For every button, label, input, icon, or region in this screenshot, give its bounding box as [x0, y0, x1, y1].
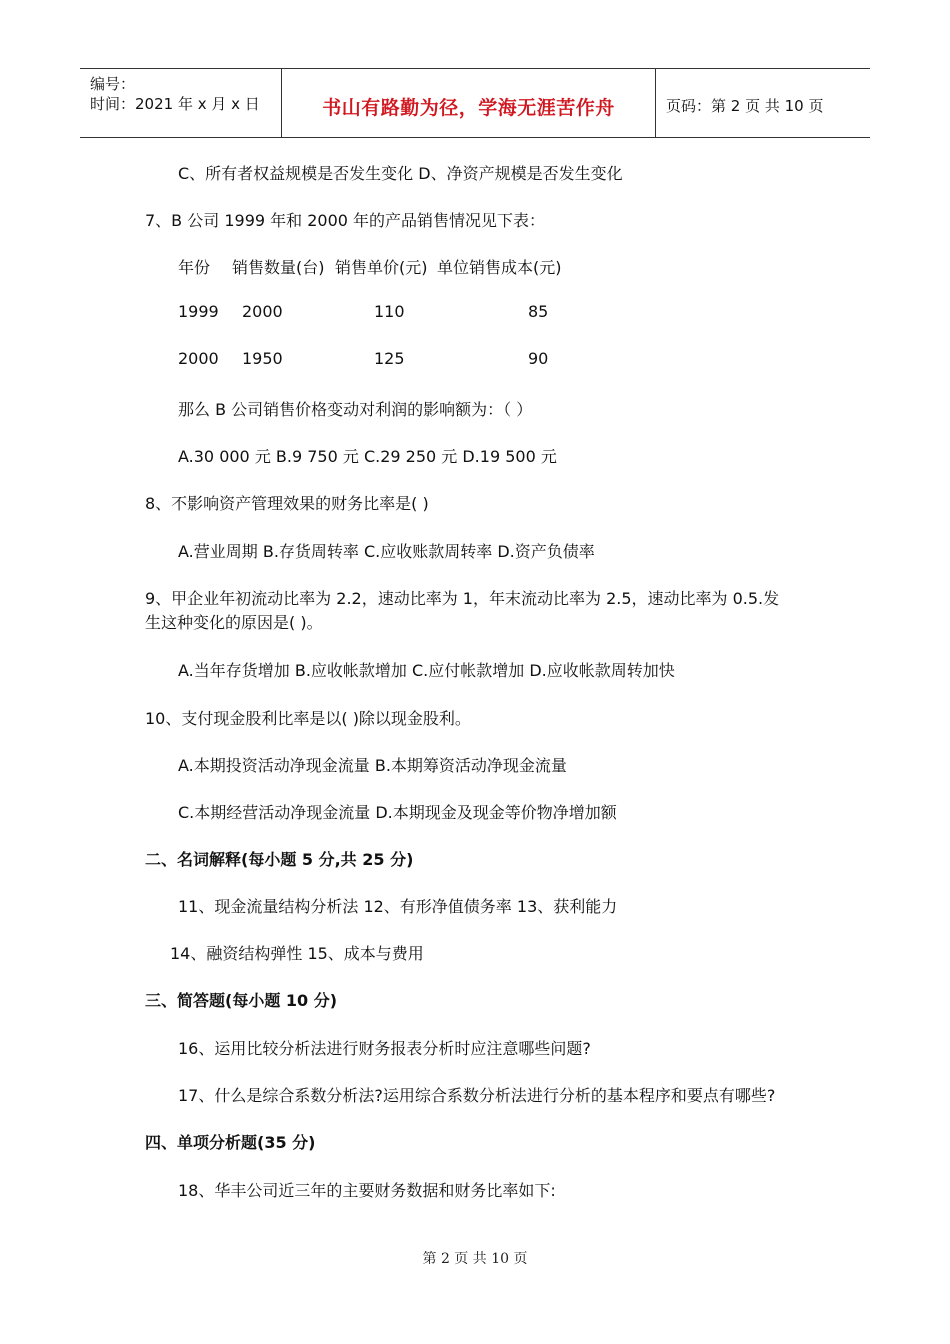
header-motto: 书山有路勤为径，学海无涯苦作舟	[322, 97, 615, 119]
table-cell: 85	[528, 302, 549, 321]
doc-date-label: 时间：2021 年 x 月 x 日	[90, 95, 260, 113]
option-line-c-d: C、所有者权益规模是否发生变化 D、净资产规模是否发生变化	[178, 164, 623, 183]
header-middle-cell	[282, 69, 656, 137]
table-header-cost: 单位销售成本(元)	[437, 258, 562, 277]
table-cell: 110	[374, 302, 405, 321]
table-cell: 2000	[242, 302, 283, 321]
question-7-options: A.30 000 元 B.9 750 元 C.29 250 元 D.19 500 元	[178, 447, 557, 466]
table-header-year: 年份	[178, 258, 211, 277]
page-header	[80, 68, 870, 138]
table-cell: 125	[374, 349, 405, 368]
table-header-price: 销售单价(元)	[335, 258, 428, 277]
terms-line-2: 14、融资结构弹性 15、成本与费用	[170, 944, 424, 963]
section-4-heading: 四、单项分析题(35 分)	[145, 1133, 316, 1152]
question-10-options-2: C.本期经营活动净现金流量 D.本期现金及现金等价物净增加额	[178, 803, 617, 822]
question-7: 7、B 公司 1999 年和 2000 年的产品销售情况见下表：	[145, 211, 546, 230]
doc-number-label: 编号：	[90, 75, 136, 93]
question-10: 10、支付现金股利比率是以( )除以现金股利。	[145, 709, 471, 728]
question-8: 8、不影响资产管理效果的财务比率是( )	[145, 494, 429, 513]
page-footer: 第 2 页 共 10 页	[422, 1251, 528, 1267]
section-2-heading: 二、名词解释(每小题 5 分,共 25 分)	[145, 850, 414, 869]
question-9-line1: 9、甲企业年初流动比率为 2.2，速动比率为 1，年末流动比率为 2.5，速动比率为 0.5.发	[145, 589, 780, 608]
table-cell: 2000	[178, 349, 219, 368]
header-page-info: 页码：第 2 页 共 10 页	[666, 97, 824, 115]
table-header-quantity: 销售数量(台)	[232, 258, 325, 277]
question-10-options-1: A.本期投资活动净现金流量 B.本期筹资活动净现金流量	[178, 756, 567, 775]
header-right-cell	[656, 69, 870, 137]
table-cell: 1999	[178, 302, 219, 321]
question-8-options: A.营业周期 B.存货周转率 C.应收账款周转率 D.资产负债率	[178, 542, 595, 561]
section-3-heading: 三、简答题(每小题 10 分)	[145, 991, 338, 1010]
terms-line-1: 11、现金流量结构分析法 12、有形净值债务率 13、获利能力	[178, 897, 618, 916]
question-17: 17、什么是综合系数分析法?运用综合系数分析法进行分析的基本程序和要点有哪些?	[178, 1086, 776, 1105]
question-7-prompt: 那么 B 公司销售价格变动对利润的影响额为：（ ）	[178, 400, 533, 419]
question-18: 18、华丰公司近三年的主要财务数据和财务比率如下:	[178, 1181, 556, 1200]
question-9-options: A.当年存货增加 B.应收帐款增加 C.应付帐款增加 D.应收帐款周转加快	[178, 661, 675, 680]
header-left-cell	[80, 69, 282, 137]
question-9-line2: 生这种变化的原因是( )。	[145, 613, 323, 632]
question-16: 16、运用比较分析法进行财务报表分析时应注意哪些问题?	[178, 1039, 591, 1058]
table-cell: 1950	[242, 349, 283, 368]
table-cell: 90	[528, 349, 549, 368]
